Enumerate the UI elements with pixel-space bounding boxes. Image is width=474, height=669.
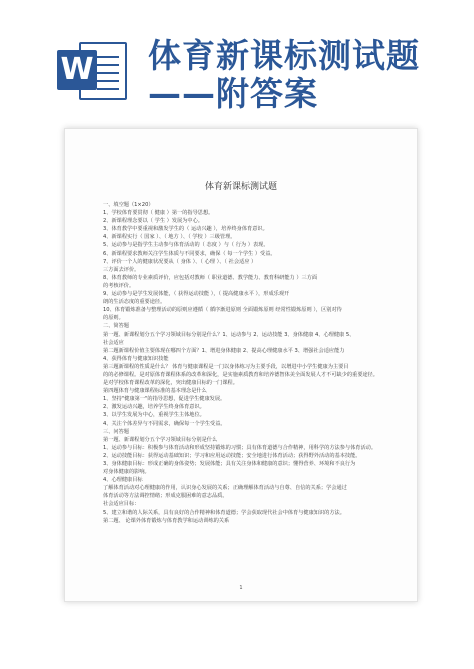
document-line: 4、关注个体差异与不同需求，确保每一个学生受益。 <box>103 420 226 427</box>
document-line: 第四题体育与健康课程标准的基本理念是什么 <box>103 388 207 395</box>
page-number: 1 <box>239 585 243 591</box>
document-line: 朗的生活态度的重要途径。 <box>103 299 166 306</box>
document-line: 4、获得体育与健康知识技能 <box>103 355 169 362</box>
document-title: 体育新课标测试题 <box>204 182 277 192</box>
document-line: 2、激发运动兴趣，培养学生终身体育意识。 <box>103 404 205 411</box>
document-body <box>103 201 391 525</box>
document-line: 5、建立和谐的人际关系，具有良好的合作精神和体育道德；学会获取现代社会中体育与健康知识的方法。 <box>103 509 345 516</box>
document-page-preview <box>64 128 418 602</box>
document-line: 社会适应目标： <box>103 501 140 508</box>
document-line: 二、简答题 <box>103 323 129 330</box>
document-line: 4、新课程实行（ 国家 ）、（ 地方 ）、（ 学校 ）三级管理。 <box>103 234 236 241</box>
document-line: 3、以学生发展为中心，重视学生主体地位。 <box>103 412 205 419</box>
document-line: 4、心理健康目标 <box>103 477 143 484</box>
document-line: 是对学校体育课程改革的深化，突出健康目标的一门课程。 <box>103 380 238 387</box>
document-line: 一、填空题（1×20） <box>103 202 154 208</box>
document-line: 2、新课程理念要以（ 学生 ）发展为中心。 <box>103 218 203 225</box>
document-line: 10、体育锻炼准备与整理活动的原则应遵循（ 循序渐进原则 全面锻炼原则 经常性锻炼原则 ），区别对待 <box>103 307 342 314</box>
document-line: 第二题、 论课外体育锻炼与体育教学和运动训练的关系 <box>103 517 230 524</box>
document-line: 3、身体健康目标：形成正确的身体姿势；发展体能；具有关注身体和健康的意识；懂得营养、环境和不良行为 <box>103 461 356 467</box>
document-line: 第一题、新课程划分五个学习领域目标分别是什么 <box>103 436 218 443</box>
document-line: 对身体健康的影响。 <box>103 469 150 476</box>
document-line: 1、坚持"健康第一"的指导思想，促进学生健康发展。 <box>103 396 226 403</box>
document-line: 3、体育教学中要重视和激发学生的（ 运动兴趣 ），培养终身体育意识。 <box>103 226 268 233</box>
document-line: 7、评价一个人的健康状况要从（ 身体 ）、（ 心理 ）、（ 社会适应 ） <box>103 258 257 265</box>
document-line: 8、体育教师的专业素质评价，应包括对教师（ 职业道德、教学能力、教育科研能力 ）三方面 <box>103 274 318 281</box>
document-line: 第三题新课程的性质是什么？ 体育与健康课程是一门以身体练习为主要手段，以增进中小学生健康为主要目 <box>103 363 349 370</box>
document-line: 体育活动等方法调控情绪；形成克服困难的意志品质。 <box>103 493 228 500</box>
document-line: 的考核评价。 <box>103 282 135 289</box>
cover-title-line1: 体育新课标测试题 <box>148 36 420 75</box>
document-line: 三、问答题 <box>103 428 129 435</box>
document-line: 三方面去评价。 <box>103 266 140 273</box>
document-line: 9、运动参与是学生发展体能，（ 获得运动技能 ），（ 提高健康水平 ），形成乐观开 <box>103 291 290 298</box>
document-line: 了解体育活动对心理健康的作用，认识身心发展的关系；正确理解体育活动与自尊、自信的关系；学会通过 <box>103 485 347 492</box>
word-document-icon <box>55 40 129 100</box>
document-line: 2、运动技能目标：获得运动基础知识；学习和应用运动技能；安全地进行体育活动；获得野外活动的基本技能。 <box>103 452 361 459</box>
cover-title-line2: ——附答案 <box>148 74 318 113</box>
document-line: 社会适应 <box>103 339 124 346</box>
cover-banner <box>0 0 474 118</box>
document-line: 1、运动参与目标：积极参与体育活动和形成坚持锻炼的习惯；具有体育道德与合作精神，用科学的方法参与体育活动。 <box>103 444 377 451</box>
document-line: 6、新课程要求教师关注学生体质与不同要求，确保（ 每一个学生 ）受益。 <box>103 250 276 257</box>
word-logo-badge: W <box>57 50 97 90</box>
document-line: 的的必修课程。是对原体育课程体系的改革和深化，是实施素质教育和培养德智体美全面发展人才不可缺少的重要途径。 <box>103 371 378 378</box>
document-line: 的原则。 <box>103 315 124 322</box>
document-line: 1、学校体育要贯彻（ 健康 ）第一的指导思想。 <box>103 210 214 217</box>
document-line: 5、运动参与是指学生主动参与体育活动的（ 态度 ）与（ 行为 ）表现。 <box>103 242 269 249</box>
document-line: 第二题新课程价值主要体现在哪四个方面？1、增进身体健康 2、提高心理健康水平 3、增强社会适应能力 <box>103 347 345 354</box>
document-line: 第一题、新课程划分五个学习领域目标分别是什么？1、运动参与 2、运动技能 3、身体健康 4、心理健康 5、 <box>103 331 355 338</box>
